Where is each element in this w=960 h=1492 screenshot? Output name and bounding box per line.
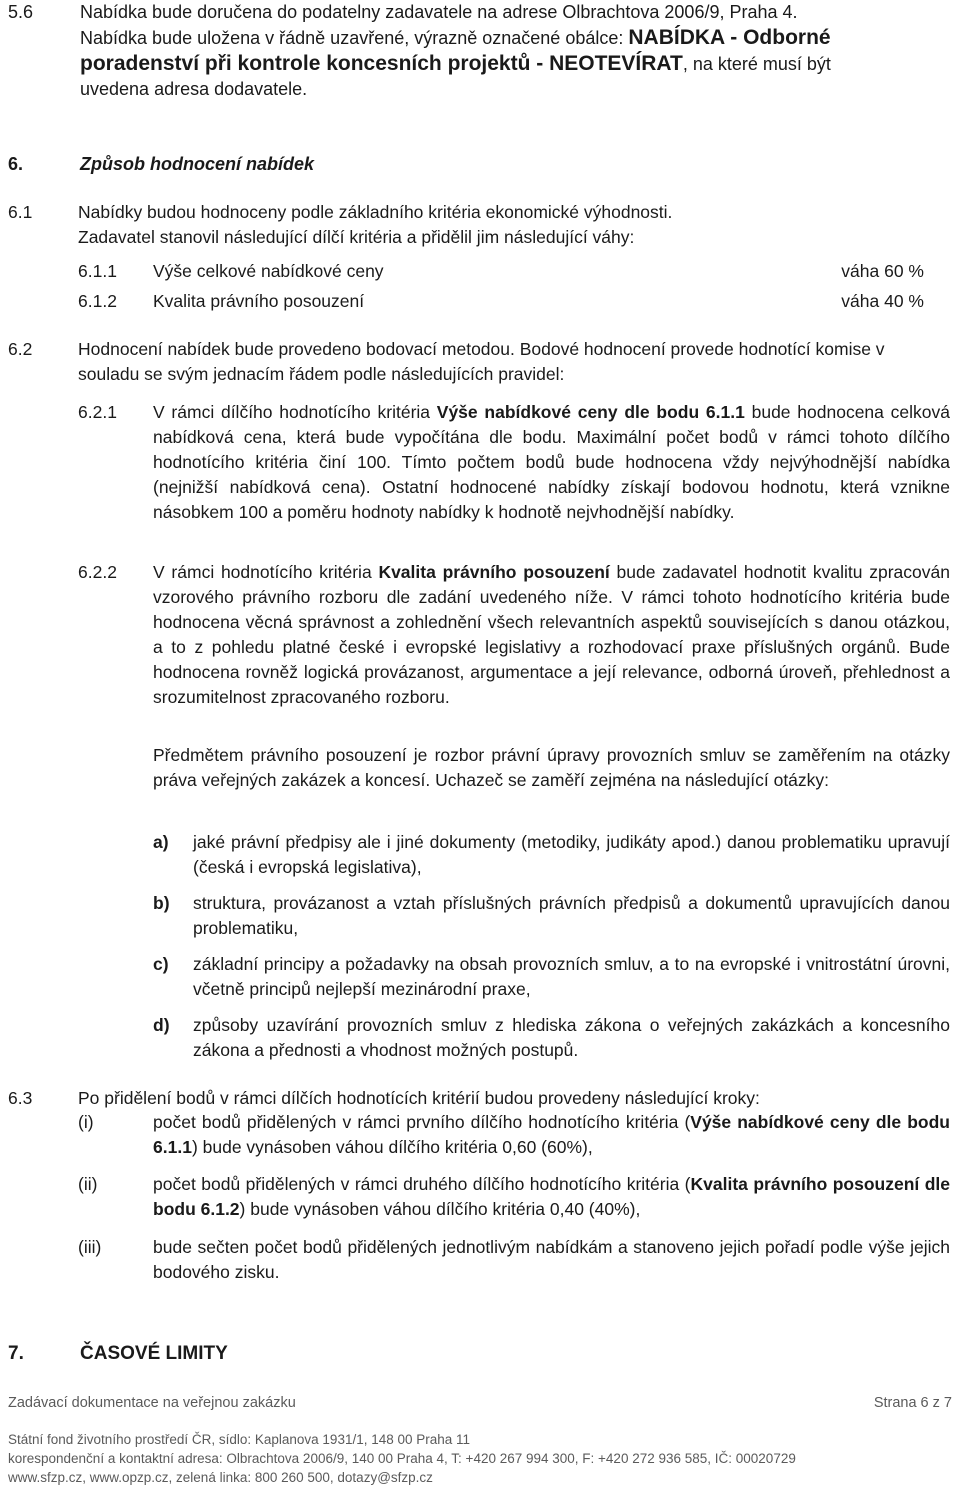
section-7-title: ČASOVÉ LIMITY (80, 1343, 228, 1364)
section-6-2-number: 6.2 (8, 339, 33, 359)
section-7-number: 7. (8, 1343, 24, 1364)
step-label: (ii) (78, 1174, 98, 1194)
envelope-label: NABÍDKA - Odborné (628, 26, 831, 49)
section-5-6-line-3: poradenství při kontrole koncesních projektů - NEOTEVÍRAT, na které musí být (80, 52, 831, 75)
footer-contact: Státní fond životního prostředí ČR, sídlo: Kaplanova 1931/1, 148 00 Praha 11 korespondenční a kontaktní adresa: Olbrachtova 2006/9, 140 00 Praha 4, T: +420 267 994 300, F: +420 272 936 585, IČ: 00020729 www.sfzp.cz, www.opzp.cz, zelená linka: 800 260 500, dotazy@sfzp.cz (8, 1430, 958, 1487)
step-label: (i) (78, 1112, 94, 1132)
section-6-3-intro: Po přidělení bodů v rámci dílčích hodnotících kritérií budou provedeny následující kroky: (78, 1088, 760, 1108)
envelope-label-cont: poradenství při kontrole koncesních projektů - NEOTEVÍRAT (80, 52, 683, 75)
section-6-2-text: Hodnocení nabídek bude provedeno bodovací metodou. Bodové hodnocení provede hodnotící komise v souladu se svým jednacím řádem podle následujících pravidel: (78, 339, 885, 384)
section-6-2-2-paragraph-2: Předmětem právního posouzení je rozbor právní úpravy provozních smluv se zaměřením na otázky práva veřejných zakázek a koncesí. Uchazeč se zaměří zejména na následující otázky: (153, 745, 950, 790)
step-text: počet bodů přidělených v rámci druhého dílčího hodnotícího kritéria (Kvalita právního posouzení dle bodu 6.1.2) bude vynásoben váhou dílčího kritéria 0,40 (40%), (153, 1174, 950, 1219)
section-6-2-2-number: 6.2.2 (78, 562, 117, 582)
step-text: bude sečten počet bodů přidělených jednotlivým nabídkám a stanoveno jejich pořadí podle výše jejich bodového zisku. (153, 1237, 950, 1282)
question-text: způsoby uzavírání provozních smluv z hlediska zákona o veřejných zakázkách a koncesního zákona a přednosti a vhodnost možných postupů. (193, 1015, 950, 1060)
footer-links: www.sfzp.cz, www.opzp.cz, zelená linka: 800 260 500, dotazy@sfzp.cz (8, 1470, 433, 1485)
question-label: b) (153, 893, 170, 913)
question-label: c) (153, 954, 169, 974)
question-label: a) (153, 832, 169, 852)
page-number: Strana 6 z 7 (873, 1395, 952, 1411)
question-text: struktura, provázanost a vztah příslušných právních předpisů a dokumentů upravujících danou problematiku, (193, 893, 950, 938)
criterion-weight: váha 40 % (841, 291, 924, 311)
question-label: d) (153, 1015, 170, 1035)
step-text: počet bodů přidělených v rámci prvního dílčího hodnotícího kritéria (Výše nabídkové ceny dle bodu 6.1.1) bude vynásoben váhou dílčího kritéria 0,60 (60%), (153, 1112, 950, 1157)
criterion-weight: váha 60 % (841, 261, 924, 281)
criteria-list (78, 259, 924, 314)
section-6-title: Způsob hodnocení nabídek (80, 154, 314, 174)
question-text: jaké právní předpisy ale i jiné dokumenty (metodiky, judikáty apod.) danou problematiku upravují (česká i evropská legislativa), (193, 832, 950, 877)
criterion-row: 6.1.2 Kvalita právního posouzení váha 40 % (78, 289, 924, 314)
section-6-2-1-number: 6.2.1 (78, 402, 117, 422)
question-text: základní principy a požadavky na obsah provozních smluv, a to na evropské i vnitrostátní úrovni, včetně principů nejlepší mezinárodní praxe, (193, 954, 950, 999)
section-5-6-line-2: Nabídka bude uložena v řádně uzavřené, výrazně označené obálce: NABÍDKA - Odborné (80, 26, 831, 49)
section-6-2-1-text: V rámci dílčího hodnotícího kritéria Výše nabídkové ceny dle bodu 6.1.1 bude hodnocena celková nabídková cena, která bude vypočítána dle bodu. Maximální počet bodů v rámci tohoto dílčího hodnotícího kritéria činí 100. Tímto počtem bodů bude hodnocena vždy nejvýhodnější nabídka (nejnižší nabídková cena). Ostatní hodnocené nabídky získají bodovou hodnotu, která vznikne násobkem 100 a poměru hodnoty nabídky k hodnotě nejvhodnější nabídky. (153, 402, 950, 522)
section-5-6-number: 5.6 (8, 2, 34, 22)
section-6-number: 6. (8, 154, 24, 174)
section-6-2-2-text: V rámci hodnotícího kritéria Kvalita právního posouzení bude zadavatel hodnotit kvalitu zpracován vzorového právního rozboru dle zadání uvedeného níže. V rámci tohoto hodnotícího kritéria bude hodnocena věcná správnost a zohlednění všech relevantních aspektů souvisejících s danou otázkou, a to z pohledu platné české i evropské legislativy a rozhodovací praxe příslušných orgánů. Bude hodnocena rovněž logická provázanost, argumentace a její relevance, odborná úroveň, přehlednost a srozumitelnost zpracovaného rozboru. (153, 562, 950, 707)
section-5-6-line-1: Nabídka bude doručena do podatelny zadavatele na adrese Olbrachtova 2006/9, Praha 4. (80, 2, 798, 22)
section-6-3-number: 6.3 (8, 1088, 33, 1108)
section-6-1-text: Nabídky budou hodnoceny podle základního kritéria ekonomické výhodnosti. Zadavatel stanovil následující dílčí kritéria a přidělil jim následující váhy: (78, 202, 673, 247)
footer-document-title: Zadávací dokumentace na veřejnou zakázku (8, 1395, 296, 1411)
section-5-6-line-4: uvedena adresa dodavatele. (80, 79, 308, 99)
section-5-6-text (80, 0, 950, 102)
criterion-row: 6.1.1 Výše celkové nabídkové ceny váha 60 % (78, 259, 924, 284)
section-6-1-number: 6.1 (8, 202, 33, 222)
step-label: (iii) (78, 1237, 102, 1257)
